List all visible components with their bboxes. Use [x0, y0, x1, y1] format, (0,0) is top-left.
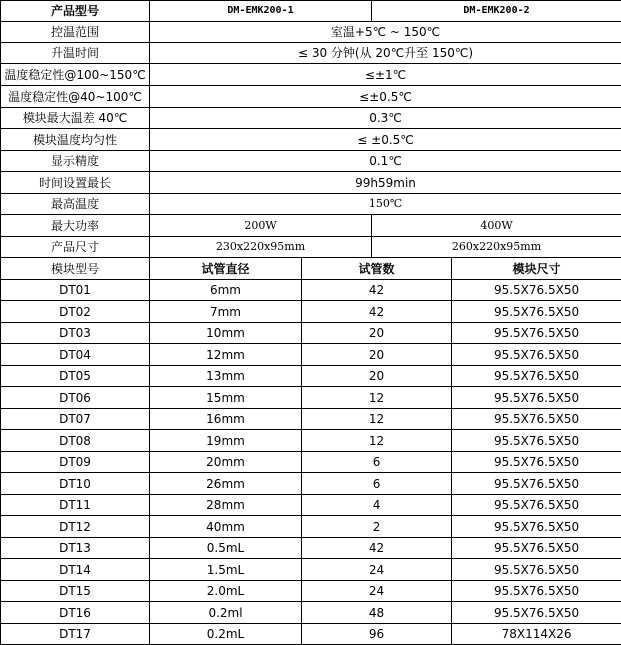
- module-count: 20: [302, 323, 452, 344]
- module-size: 95.5X76.5X50: [452, 581, 621, 602]
- module-size: 95.5X76.5X50: [452, 473, 621, 495]
- spec-label: 最高温度: [1, 194, 150, 215]
- module-row: [1, 323, 621, 344]
- spec-label: 控温范围: [1, 22, 150, 43]
- module-count: 12: [302, 430, 452, 452]
- spec-value: 0.1℃: [150, 151, 621, 172]
- module-size: 95.5X76.5X50: [452, 280, 621, 301]
- spec-label: 升温时间: [1, 43, 150, 64]
- module-size: 95.5X76.5X50: [452, 538, 621, 559]
- module-count: 6: [302, 452, 452, 473]
- module-count: 6: [302, 473, 452, 495]
- module-model: DT03: [1, 323, 150, 344]
- module-model: DT14: [1, 559, 150, 581]
- spec-label: 时间设置最长: [1, 172, 150, 194]
- module-count: 2: [302, 516, 452, 538]
- module-count: 12: [302, 409, 452, 430]
- spec-row: [1, 172, 621, 194]
- module-diameter: 12mm: [150, 344, 302, 366]
- model-2-value: 400W: [372, 215, 621, 237]
- module-size: 95.5X76.5X50: [452, 344, 621, 366]
- model-1-value: 200W: [150, 215, 372, 237]
- module-row: [1, 538, 621, 559]
- spec-value: ≤±0.5℃: [150, 86, 621, 108]
- spec-label: 产品尺寸: [1, 237, 150, 258]
- spec-row-model: [1, 1, 621, 22]
- spec-label: 温度稳定性@40~100℃: [1, 86, 150, 108]
- module-header-row: [1, 258, 621, 280]
- module-count: 24: [302, 559, 452, 581]
- module-diameter: 2.0mL: [150, 581, 302, 602]
- spec-label: 模块温度均匀性: [1, 129, 150, 151]
- module-size: 95.5X76.5X50: [452, 366, 621, 387]
- module-row: [1, 516, 621, 538]
- module-model: DT06: [1, 387, 150, 409]
- module-size: 95.5X76.5X50: [452, 301, 621, 323]
- module-count: 42: [302, 538, 452, 559]
- module-count: 42: [302, 280, 452, 301]
- module-count: 48: [302, 602, 452, 624]
- module-table-body: [1, 280, 621, 645]
- model-1-name: DM-EMK200-1: [150, 1, 372, 22]
- module-size: 95.5X76.5X50: [452, 516, 621, 538]
- spec-value: ≤ 30 分钟(从 20℃升至 150℃): [150, 43, 621, 64]
- module-row: [1, 602, 621, 624]
- module-diameter: 15mm: [150, 387, 302, 409]
- module-model: DT10: [1, 473, 150, 495]
- module-count: 20: [302, 344, 452, 366]
- module-row: [1, 452, 621, 473]
- module-row: [1, 409, 621, 430]
- module-model: DT09: [1, 452, 150, 473]
- module-row: [1, 559, 621, 581]
- spec-value: ≤ ±0.5℃: [150, 129, 621, 151]
- model-1-value: 230x220x95mm: [150, 237, 372, 258]
- module-count: 24: [302, 581, 452, 602]
- module-row: [1, 624, 621, 645]
- module-diameter: 10mm: [150, 323, 302, 344]
- module-model: DT12: [1, 516, 150, 538]
- module-model: DT01: [1, 280, 150, 301]
- spec-row: [1, 108, 621, 129]
- module-size: 95.5X76.5X50: [452, 495, 621, 516]
- spec-row: [1, 194, 621, 215]
- module-model: DT07: [1, 409, 150, 430]
- module-row: [1, 430, 621, 452]
- module-diameter: 0.5mL: [150, 538, 302, 559]
- module-model: DT15: [1, 581, 150, 602]
- module-count: 20: [302, 366, 452, 387]
- spec-value: 0.3℃: [150, 108, 621, 129]
- module-model: DT04: [1, 344, 150, 366]
- module-diameter: 19mm: [150, 430, 302, 452]
- module-size: 78X114X26: [452, 624, 621, 645]
- spec-label: 最大功率: [1, 215, 150, 237]
- module-row: [1, 495, 621, 516]
- module-row: [1, 581, 621, 602]
- module-header-model: 模块型号: [1, 258, 150, 280]
- module-count: 12: [302, 387, 452, 409]
- spec-row: [1, 64, 621, 86]
- module-diameter: 28mm: [150, 495, 302, 516]
- spec-row: [1, 129, 621, 151]
- module-size: 95.5X76.5X50: [452, 602, 621, 624]
- spec-label: 温度稳定性@100~150℃: [1, 64, 150, 86]
- module-row: [1, 344, 621, 366]
- module-size: 95.5X76.5X50: [452, 387, 621, 409]
- module-model: DT13: [1, 538, 150, 559]
- module-header-count: 试管数: [302, 258, 452, 280]
- module-header-diameter: 试管直径: [150, 258, 302, 280]
- spec-row-power: [1, 215, 621, 237]
- module-size: 95.5X76.5X50: [452, 559, 621, 581]
- module-model: DT05: [1, 366, 150, 387]
- spec-row: [1, 86, 621, 108]
- spec-value: 室温+5℃ ~ 150℃: [150, 22, 621, 43]
- module-row: [1, 301, 621, 323]
- module-diameter: 6mm: [150, 280, 302, 301]
- module-diameter: 13mm: [150, 366, 302, 387]
- module-size: 95.5X76.5X50: [452, 409, 621, 430]
- module-model: DT11: [1, 495, 150, 516]
- module-row: [1, 366, 621, 387]
- model-2-name: DM-EMK200-2: [372, 1, 621, 22]
- spec-label: 显示精度: [1, 151, 150, 172]
- module-header-size: 模块尺寸: [452, 258, 621, 280]
- model-2-value: 260x220x95mm: [372, 237, 621, 258]
- module-diameter: 16mm: [150, 409, 302, 430]
- spec-row: [1, 151, 621, 172]
- spec-row: [1, 22, 621, 43]
- spec-label: 模块最大温差 40℃: [1, 108, 150, 129]
- module-model: DT02: [1, 301, 150, 323]
- module-diameter: 0.2mL: [150, 624, 302, 645]
- spec-row-size: [1, 237, 621, 258]
- module-model: DT08: [1, 430, 150, 452]
- module-diameter: 1.5mL: [150, 559, 302, 581]
- module-row: [1, 280, 621, 301]
- module-model: DT17: [1, 624, 150, 645]
- module-count: 42: [302, 301, 452, 323]
- module-row: [1, 387, 621, 409]
- module-diameter: 7mm: [150, 301, 302, 323]
- spec-value: 99h59min: [150, 172, 621, 194]
- module-diameter: 26mm: [150, 473, 302, 495]
- module-count: 4: [302, 495, 452, 516]
- spec-value: 150℃: [150, 194, 621, 215]
- spec-value: ≤±1℃: [150, 64, 621, 86]
- module-size: 95.5X76.5X50: [452, 452, 621, 473]
- module-model: DT16: [1, 602, 150, 624]
- spec-row: [1, 43, 621, 64]
- module-diameter: 20mm: [150, 452, 302, 473]
- module-count: 96: [302, 624, 452, 645]
- module-diameter: 40mm: [150, 516, 302, 538]
- module-diameter: 0.2ml: [150, 602, 302, 624]
- module-size: 95.5X76.5X50: [452, 430, 621, 452]
- module-size: 95.5X76.5X50: [452, 323, 621, 344]
- spec-label: 产品型号: [1, 1, 150, 22]
- module-row: [1, 473, 621, 495]
